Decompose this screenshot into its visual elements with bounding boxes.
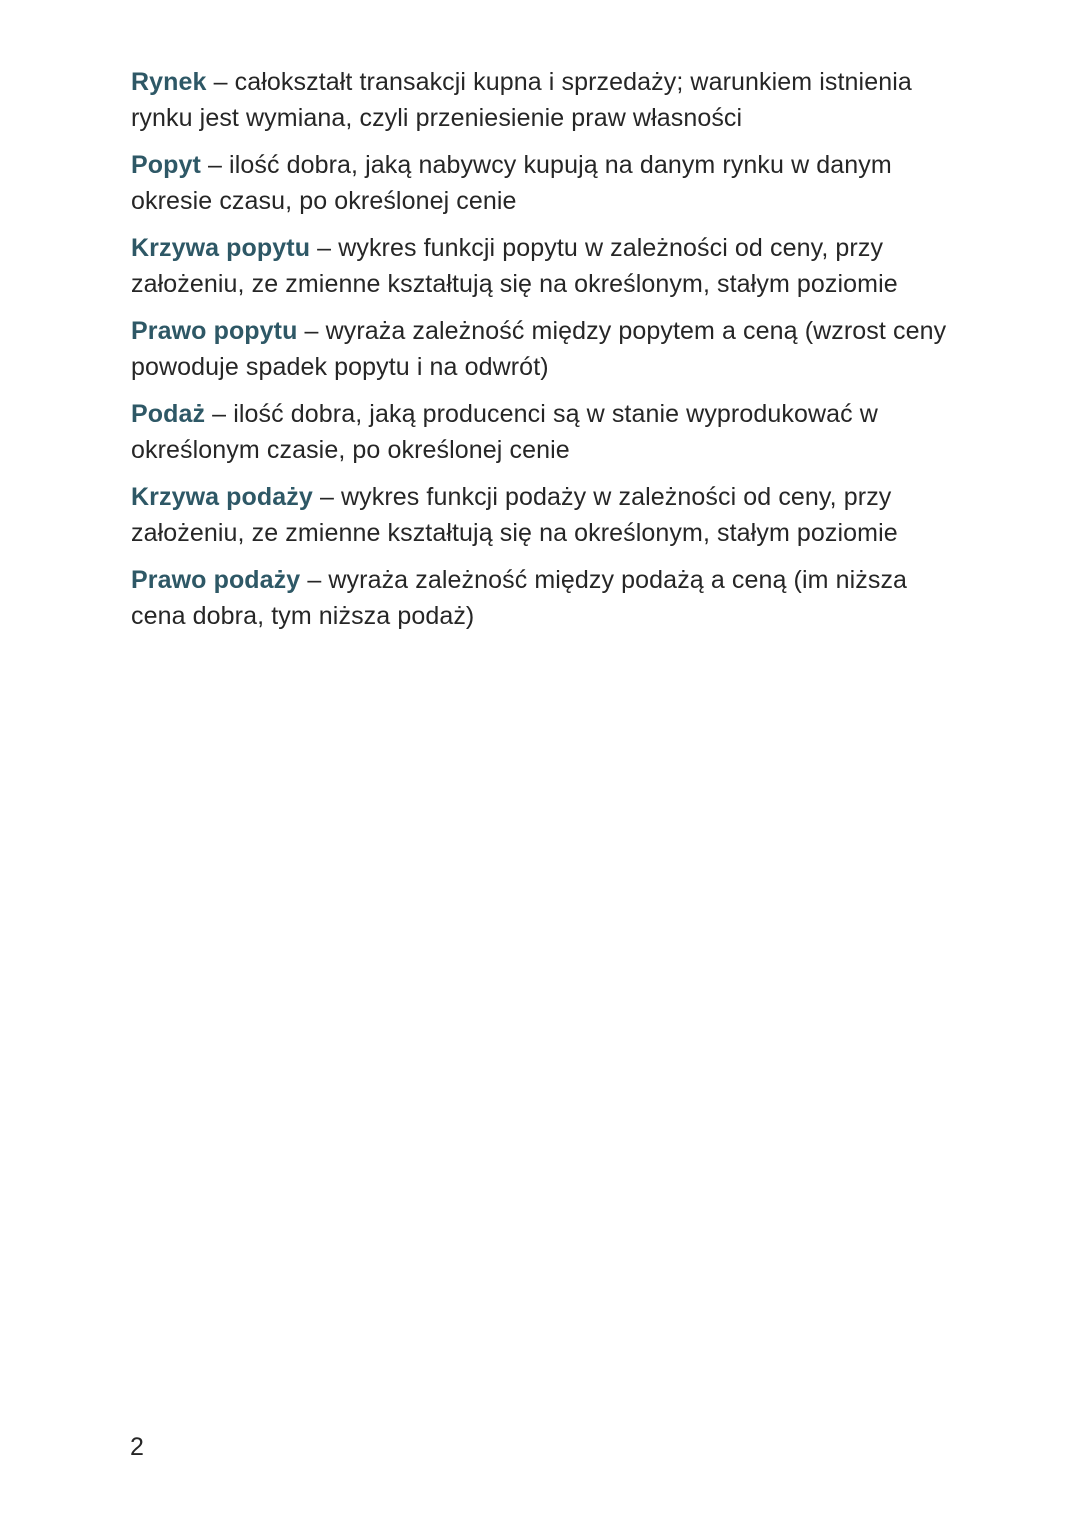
definition-prawo-podazy (131, 562, 951, 634)
definition-podaz (131, 396, 951, 468)
definition-text: – wyraża zależność między podażą a ceną (im niższa cena dobra, tym niższa podaż) (131, 566, 908, 630)
definitions-list (131, 64, 951, 645)
definition-term: Prawo popytu (131, 317, 298, 345)
page-number: 2 (130, 1433, 144, 1461)
definition-text: – ilość dobra, jaką nabywcy kupują na danym rynku w danym okresie czasu, po określonej cenie (131, 151, 892, 215)
definition-term: Krzywa podaży (131, 483, 313, 511)
definition-krzywa-popytu (131, 230, 951, 302)
definition-term: Rynek (131, 68, 207, 96)
definition-text: – całokształt transakcji kupna i sprzedaży; warunkiem istnienia rynku jest wymiana, czyli przeniesienie praw własności (131, 68, 912, 132)
definition-text: – wyraża zależność między popytem a ceną (wzrost ceny powoduje spadek popytu i na odwrót) (131, 317, 947, 381)
definition-popyt (131, 147, 951, 219)
definition-term: Prawo podaży (131, 566, 301, 594)
definition-term: Krzywa popytu (131, 234, 311, 262)
definition-text: – wykres funkcji popytu w zależności od ceny, przy założeniu, ze zmienne kształtują się na określonym, stałym poziomie (131, 234, 898, 298)
definition-term: Podaż (131, 400, 206, 428)
definition-text: – wykres funkcji podaży w zależności od ceny, przy założeniu, ze zmienne kształtują się na określonym, stałym poziomie (131, 483, 898, 547)
definition-text: – ilość dobra, jaką producenci są w stanie wyprodukować w określonym czasie, po określonej cenie (131, 400, 878, 464)
definition-term: Popyt (131, 151, 201, 179)
definition-krzywa-podazy (131, 479, 951, 551)
definition-rynek (131, 64, 951, 136)
definition-prawo-popytu (131, 313, 951, 385)
